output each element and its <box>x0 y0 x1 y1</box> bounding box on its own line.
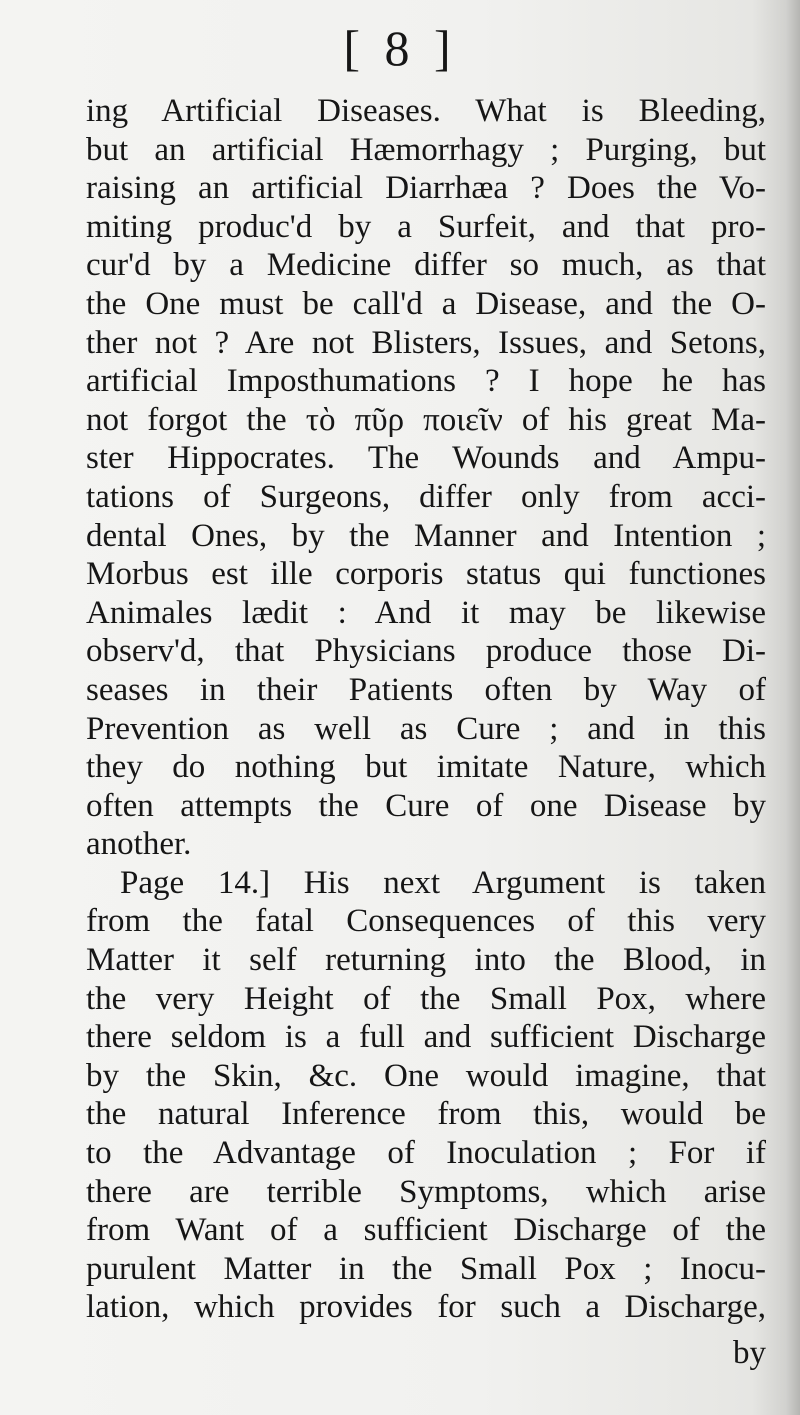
text-line: Page 14.] His next Argument is taken <box>120 864 766 901</box>
text-line: but an artificial Hæmorrhagy ; Purging, but <box>86 131 766 168</box>
text-line: observ'd, that Physicians produce those Di- <box>86 633 766 670</box>
text-line: they do nothing but imitate Nature, which <box>86 749 766 786</box>
text-line: Matter it self returning into the Blood, in <box>86 942 766 979</box>
text-line: there are terrible Symptoms, which arise <box>86 1173 766 1210</box>
text-line: ster Hippocrates. The Wounds and Ampu- <box>86 440 766 477</box>
text-line: another. <box>86 826 192 863</box>
text-line: raising an artificial Diarrhæa ? Does the Vo- <box>86 170 766 207</box>
text-line: cur'd by a Medicine differ so much, as that <box>86 247 766 284</box>
text-line: artificial Imposthumations ? I hope he has <box>86 363 766 400</box>
page-edge-shadow <box>786 0 800 1415</box>
text-line: purulent Matter in the Small Pox ; Inocu- <box>86 1250 766 1287</box>
text-line: not forgot the τὸ πῦρ ποιεῖν of his great Ma- <box>86 401 766 438</box>
text-line: by the Skin, &c. One would imagine, that <box>86 1057 766 1094</box>
body-text <box>86 92 766 1327</box>
text-line: the natural Inference from this, would be <box>86 1096 766 1133</box>
text-line: miting produc'd by a Surfeit, and that pro- <box>86 208 766 245</box>
text-line: dental Ones, by the Manner and Intention ; <box>86 517 766 554</box>
text-line: there seldom is a full and sufficient Discharge <box>86 1019 766 1056</box>
text-line: seases in their Patients often by Way of <box>86 671 766 708</box>
text-line: tations of Surgeons, differ only from acci- <box>86 478 766 515</box>
text-line: lation, which provides for such a Discharge, <box>86 1289 766 1326</box>
text-line: Prevention as well as Cure ; and in this <box>86 710 766 747</box>
text-line: ther not ? Are not Blisters, Issues, and Setons, <box>86 324 766 361</box>
text-line: from Want of a sufficient Discharge of the <box>86 1212 766 1249</box>
text-line: Morbus est ille corporis status qui functiones <box>86 556 766 593</box>
text-line: to the Advantage of Inoculation ; For if <box>86 1135 766 1172</box>
text-line: often attempts the Cure of one Disease by <box>86 787 766 824</box>
text-line: from the fatal Consequences of this very <box>86 903 766 940</box>
text-line: ing Artificial Diseases. What is Bleeding, <box>86 93 766 129</box>
text-line: the One must be call'd a Disease, and the O- <box>86 285 766 322</box>
text-line: the very Height of the Small Pox, where <box>86 980 766 1017</box>
catchword: by <box>733 1335 766 1371</box>
text-line: Animales lædit : And it may be likewise <box>86 594 766 631</box>
page-number: [ 8 ] <box>343 20 457 76</box>
